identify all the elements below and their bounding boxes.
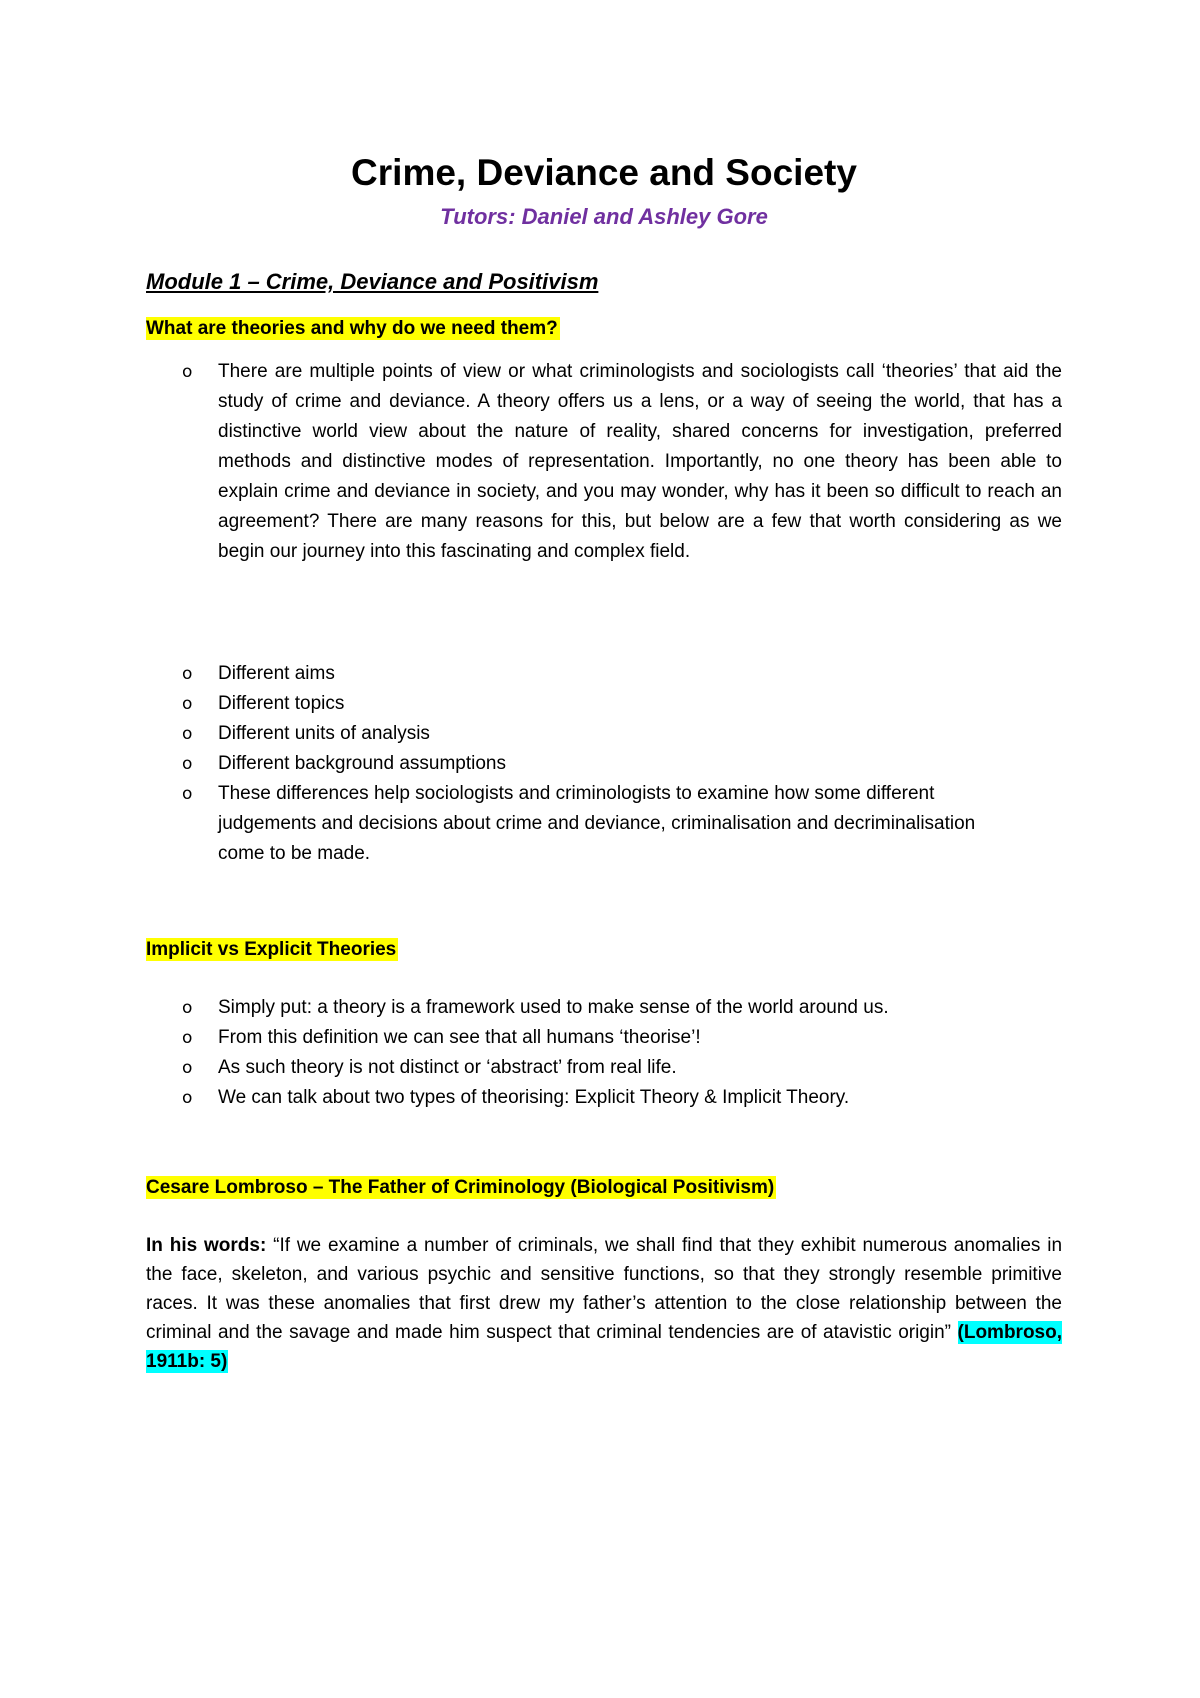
list-item xyxy=(182,1023,1062,1053)
list-item-text: Different units of analysis xyxy=(218,723,430,744)
list-item xyxy=(182,779,1062,869)
list-item xyxy=(182,749,1062,779)
bullet-icon: o xyxy=(182,694,193,714)
quote-text: “If we examine a number of criminals, we shall find that they exhibit numerous anomalies in the face, skeleton, and various psychic and sensitive functions, so that they strongly resemble primitive races. It was these anomalies that first drew my father’s attention to the close relationship between the criminal and the savage and made him suspect that criminal tendencies are of atavistic origin” xyxy=(146,1235,1063,1343)
bullet-icon: o xyxy=(182,724,193,744)
theories-reasons-list xyxy=(182,659,1062,869)
list-item xyxy=(182,689,1062,719)
bullet-icon: o xyxy=(182,1028,193,1048)
implicit-explicit-list xyxy=(182,993,1062,1113)
list-item-text: Different aims xyxy=(218,663,335,684)
bullet-icon: o xyxy=(182,998,193,1018)
quote-lead: In his words: xyxy=(146,1235,267,1256)
list-item xyxy=(182,659,1062,689)
section-heading-implicit-explicit xyxy=(146,937,398,962)
bullet-icon: o xyxy=(182,784,193,804)
lombroso-quote-paragraph xyxy=(146,1231,1062,1376)
list-item-text: We can talk about two types of theorising: Explicit Theory & Implicit Theory. xyxy=(218,1087,850,1108)
theories-intro-list xyxy=(182,357,1062,567)
list-item-text: From this definition we can see that all humans ‘theorise’! xyxy=(218,1027,701,1048)
bullet-icon: o xyxy=(182,362,193,382)
bullet-icon: o xyxy=(182,754,193,774)
bullet-icon: o xyxy=(182,664,193,684)
list-item xyxy=(182,719,1062,749)
section-heading-theories-text: What are theories and why do we need them? xyxy=(146,318,558,339)
list-item-text: These differences help sociologists and criminologists to examine how some different judgements and decisions about crime and deviance, criminalisation and decriminalisation come to be made. xyxy=(218,783,976,864)
list-item xyxy=(182,1083,1062,1113)
bullet-icon: o xyxy=(182,1088,193,1108)
section-heading-lombroso-text: Cesare Lombroso – The Father of Criminology (Biological Positivism) xyxy=(146,1177,775,1198)
module-title: Module 1 – Crime, Deviance and Positivism xyxy=(146,269,599,294)
list-item-text: Different topics xyxy=(218,693,345,714)
list-item-text: Simply put: a theory is a framework used to make sense of the world around us. xyxy=(218,997,889,1018)
bullet-icon: o xyxy=(182,1058,193,1078)
section-heading-implicit-explicit-text: Implicit vs Explicit Theories xyxy=(146,939,397,960)
section-heading-lombroso xyxy=(146,1175,776,1200)
list-item xyxy=(182,1053,1062,1083)
section-heading-theories xyxy=(146,316,560,341)
document-title: Crime, Deviance and Society xyxy=(351,152,857,193)
list-item xyxy=(182,357,1062,567)
citation: (Lombroso, 1911b: 5) xyxy=(146,1322,1063,1372)
document-subtitle: Tutors: Daniel and Ashley Gore xyxy=(440,204,768,229)
list-item-text: Different background assumptions xyxy=(218,753,506,774)
list-item-text: As such theory is not distinct or ‘abstract’ from real life. xyxy=(218,1057,677,1078)
list-item xyxy=(182,993,1062,1023)
theories-intro-text: There are multiple points of view or what criminologists and sociologists call ‘theories’ that aid the study of crime and deviance. A theory offers us a lens, or a way of seeing the world, that has a distinctive world view about the nature of reality, shared concerns for investigation, preferred methods and distinctive modes of representation. Importantly, no one theory has been able to explain crime and deviance in society, and you may wonder, why has it been so difficult to reach an agreement? There are many reasons for this, but below are a few that worth considering as we begin our journey into this fascinating and complex field. xyxy=(218,361,1062,562)
